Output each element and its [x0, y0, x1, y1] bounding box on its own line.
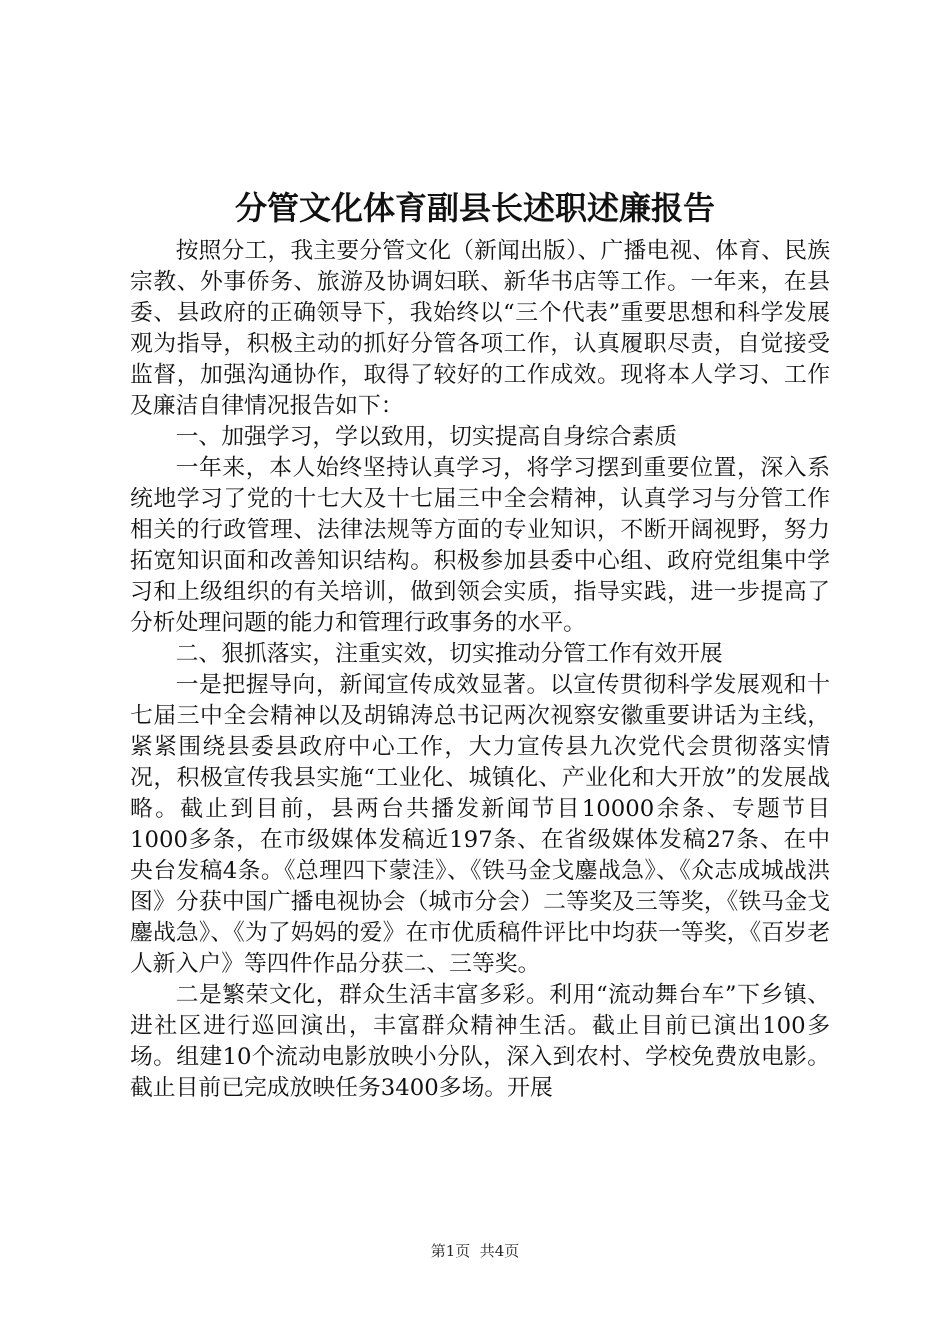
page-number-label: 第1页 共4页: [430, 1242, 520, 1260]
document-body: [130, 236, 830, 1104]
paragraph-study: 一年来，本人始终坚持认真学习，将学习摆到重要位置，深入系统地学习了党的十七大及十七届三中全会精神，认真学习与分管工作相关的行政管理、法律法规等方面的专业知识，不断开阔视野，努力拓宽知识面和改善知识结构。积极参加县委中心组、政府党组集中学习和上级组织的有关培训，做到领会实质，指导实践，进一步提高了分析处理问题的能力和管理行政事务的水平。: [130, 455, 830, 636]
paragraph-news-publicity: 一是把握导向，新闻宣传成效显著。以宣传贯彻科学发展观和十七届三中全会精神以及胡锦涛总书记两次视察安徽重要讲话为主线，紧紧围绕县委县政府中心工作，大力宣传县九次党代会贯彻落实情况，积极宣传我县实施“工业化、城镇化、产业化和大开放”的发展战略。截止到目前，县两台共播发新闻节目10000余条、专题节目1000多条，在市级媒体发稿近197条、在省级媒体发稿27条、在中央台发稿4条。《总理四下蒙洼》、《铁马金戈鏖战急》、《众志成城战洪图》分获中国广播电视协会（城市分会）二等奖及三等奖，《铁马金戈鏖战急》、《为了妈妈的爱》在市优质稿件评比中均获一等奖，《百岁老人新入户》等四件作品分获二、三等奖。: [130, 672, 830, 977]
section-heading-1: 一、加强学习，学以致用，切实提高自身综合素质: [175, 424, 678, 450]
paragraph-intro: 按照分工，我主要分管文化（新闻出版）、广播电视、体育、民族宗教、外事侨务、旅游及协调妇联、新华书店等工作。一年来，在县委、县政府的正确领导下，我始终以“三个代表”重要思想和科学发展观为指导，积极主动的抓好分管各项工作，认真履职尽责，自觉接受监督，加强沟通协作，取得了较好的工作成效。现将本人学习、工作及廉洁自律情况报告如下：: [130, 238, 830, 419]
document-title: 分管文化体育副县长述职述廉报告: [234, 189, 715, 227]
page-footer: [0, 1241, 950, 1261]
paragraph-culture: 二是繁荣文化，群众生活丰富多彩。利用“流动舞台车”下乡镇、进社区进行巡回演出，丰富群众精神生活。截止目前已演出100多场。组建10个流动电影放映小分队，深入到农村、学校免费放电影。截止目前已完成放映任务3400多场。开展: [130, 982, 830, 1101]
section-heading-2: 二、狠抓落实，注重实效，切实推动分管工作有效开展: [175, 641, 723, 667]
